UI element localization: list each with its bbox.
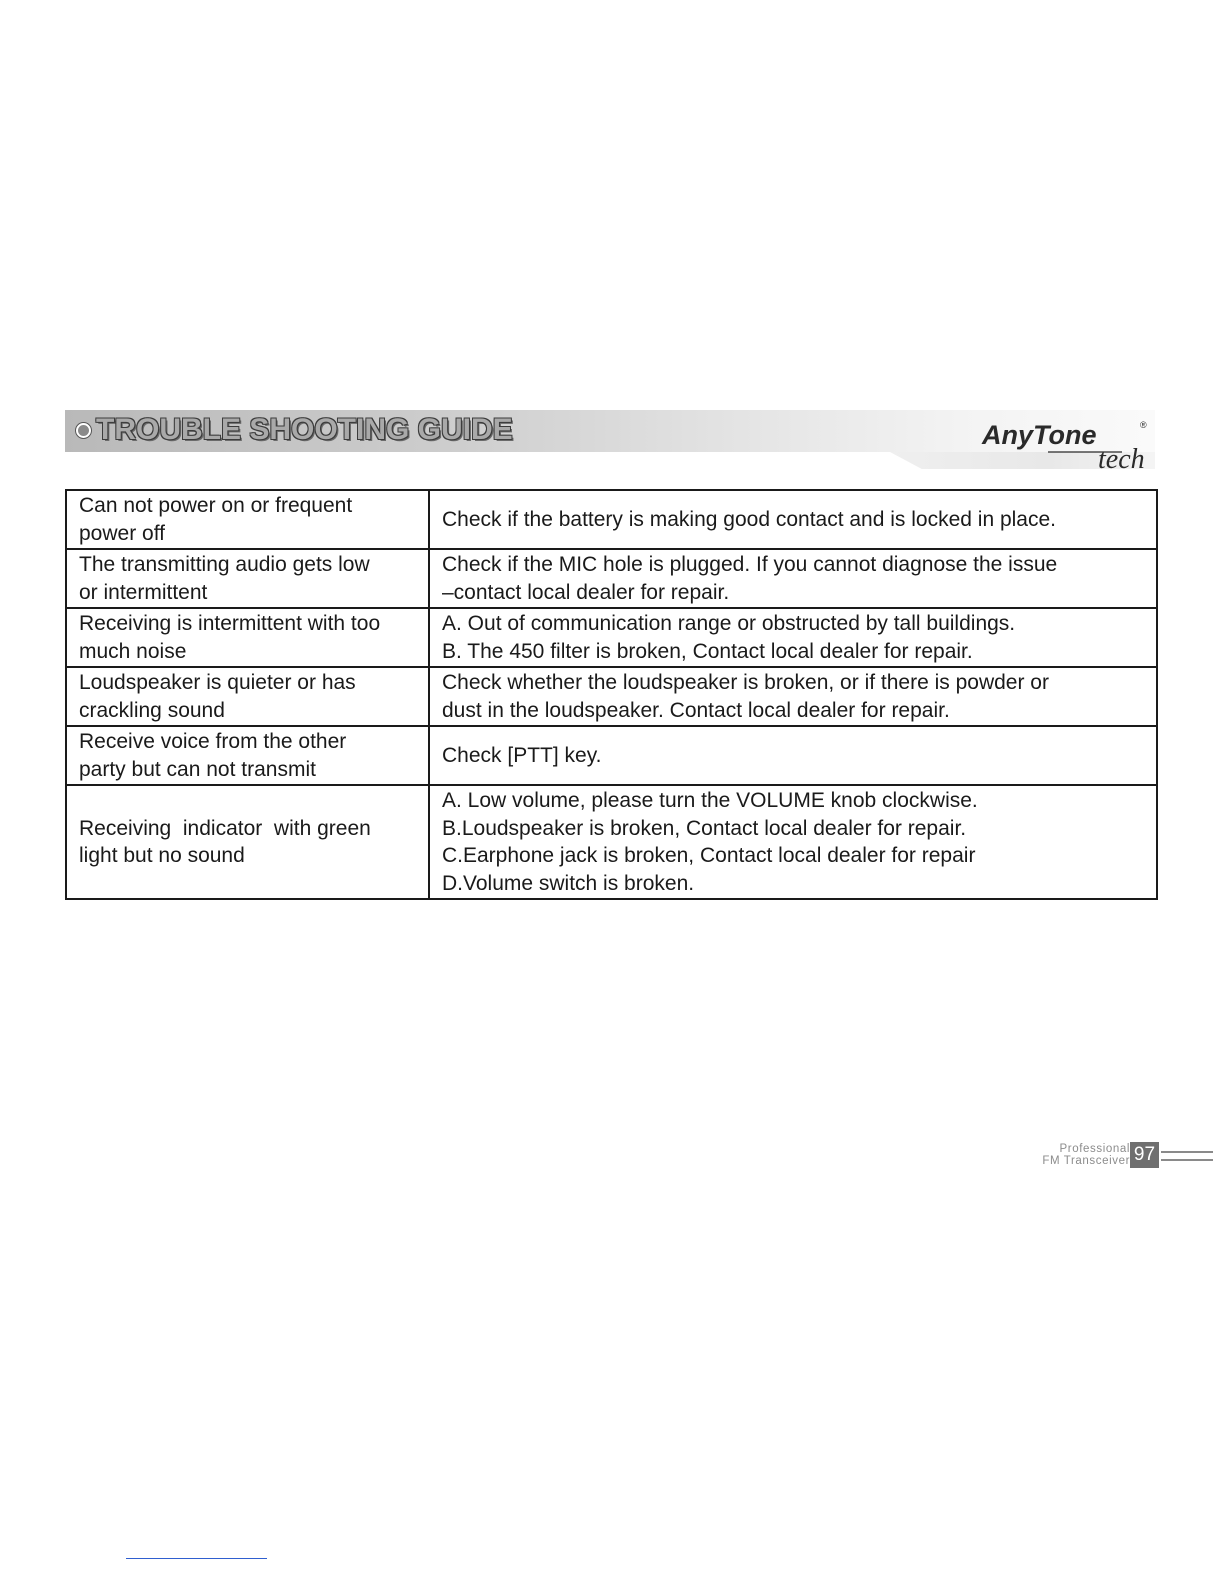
table-row xyxy=(66,667,1157,726)
solution-text: Check whether the loudspeaker is broken, or if there is powder or xyxy=(442,671,1049,694)
problem-cell xyxy=(66,726,429,785)
solution-text: D.Volume switch is broken. xyxy=(442,871,695,895)
problem-cell xyxy=(66,785,429,899)
footer-line-professional: Professional xyxy=(1059,1143,1130,1155)
table-row xyxy=(66,726,1157,785)
solution-cell xyxy=(429,490,1157,549)
solution-text: dust in the loudspeaker. Contact local dealer for repair. xyxy=(442,698,950,722)
footer-rule xyxy=(1161,1159,1213,1161)
page-number: 97 xyxy=(1130,1142,1159,1168)
footer-rule xyxy=(1161,1151,1213,1153)
table-row xyxy=(66,608,1157,667)
solution-text: Check if the battery is making good contact and is locked in place. xyxy=(442,507,1057,531)
logo-subtext: tech xyxy=(1098,444,1145,474)
problem-text: Loudspeaker is quieter or has xyxy=(79,671,356,694)
problem-text: Receiving indicator with green xyxy=(79,816,371,840)
solution-text: –contact local dealer for repair. xyxy=(442,580,730,604)
table-row xyxy=(66,785,1157,899)
solution-cell xyxy=(429,608,1157,667)
solution-cell xyxy=(429,549,1157,608)
problem-cell xyxy=(66,667,429,726)
footer-line-transceiver: FM Transceiver xyxy=(1042,1154,1130,1167)
blue-underline xyxy=(126,1558,267,1559)
anytone-logo xyxy=(972,414,1160,474)
problem-cell xyxy=(66,608,429,667)
problem-text: Receive voice from the other xyxy=(79,730,347,753)
logo-wordmark: AnyTone xyxy=(982,420,1097,450)
solution-text: A. Low volume, please turn the VOLUME knob clockwise. xyxy=(442,789,978,812)
solution-text: C.Earphone jack is broken, Contact local dealer for repair xyxy=(442,844,976,867)
bullet-icon xyxy=(76,423,91,438)
problem-text: or intermittent xyxy=(79,580,208,604)
table-row xyxy=(66,549,1157,608)
logo-registered-mark: ® xyxy=(1140,420,1147,430)
problem-text: The transmitting audio gets low xyxy=(79,553,370,576)
problem-text: crackling sound xyxy=(79,698,225,722)
solution-cell xyxy=(429,726,1157,785)
solution-text: Check if the MIC hole is plugged. If you cannot diagnose the issue xyxy=(442,553,1058,576)
solution-text: B. The 450 filter is broken, Contact local dealer for repair. xyxy=(442,639,973,663)
solution-text: A. Out of communication range or obstructed by tall buildings. xyxy=(442,612,1016,635)
problem-cell xyxy=(66,549,429,608)
solution-cell xyxy=(429,785,1157,899)
troubleshooting-table xyxy=(65,489,1158,900)
table-row xyxy=(66,490,1157,549)
problem-text: much noise xyxy=(79,639,187,663)
problem-text: Can not power on or frequent xyxy=(79,494,353,517)
footer-product-label xyxy=(1000,1144,1130,1167)
problem-cell xyxy=(66,490,429,549)
solution-text: B.Loudspeaker is broken, Contact local dealer for repair. xyxy=(442,816,967,840)
problem-text: Receiving is intermittent with too xyxy=(79,612,381,635)
solution-cell xyxy=(429,667,1157,726)
problem-text: power off xyxy=(79,521,165,545)
page-title: TROUBLE SHOOTING GUIDE xyxy=(96,413,513,446)
problem-text: light but no sound xyxy=(79,844,245,867)
problem-text: party but can not transmit xyxy=(79,757,316,781)
solution-text: Check [PTT] key. xyxy=(442,743,602,767)
